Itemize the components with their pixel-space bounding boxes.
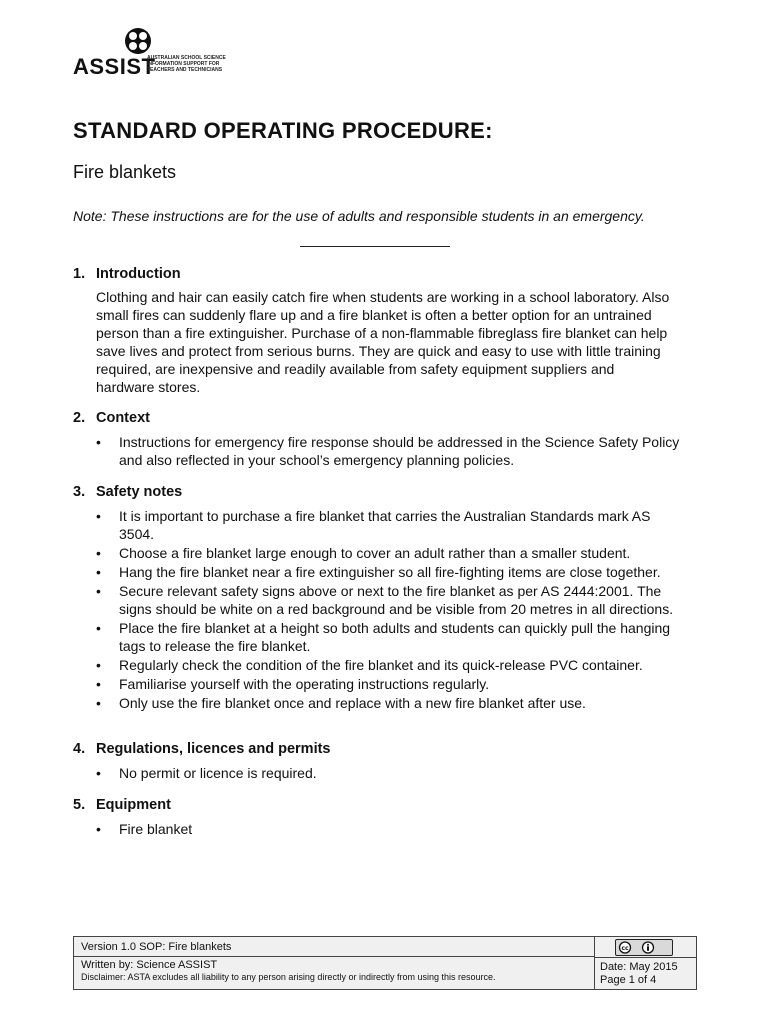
usage-note: Note: These instructions are for the use of adults and responsible students in an emergency. [73,208,645,224]
section-heading-regulations [73,741,331,757]
footer-version: Version 1.0 SOP: Fire blankets [81,941,232,953]
logo-tagline [147,55,237,73]
equipment-list [96,820,686,839]
list-item: • No permit or licence is required. [96,764,686,782]
section-heading-introduction [73,266,181,282]
list-item: • Fire blanket [96,820,686,838]
section-number: 5. [73,797,86,813]
list-item: • Hang the fire blanket near a fire extinguisher so all fire-fighting items are close together. [96,563,686,581]
footer-page-number: Page 1 of 4 [600,974,657,986]
footer-info-cell [74,937,595,989]
document-title: STANDARD OPERATING PROCEDURE: [73,118,493,143]
list-item: • Regularly check the condition of the fire blanket and its quick-release PVC container. [96,656,686,674]
regulations-list [96,764,686,783]
section-title: Equipment [96,797,171,813]
list-item: • Only use the fire blanket once and replace with a new fire blanket after use. [96,694,686,712]
section-title: Safety notes [96,484,183,500]
section-number: 4. [73,741,86,757]
safety-notes-list [96,507,686,713]
list-item: • Place the fire blanket at a height so both adults and students can quickly pull the hanging tags to release the fire blanket. [96,619,686,655]
divider-rule [300,246,450,247]
section-title: Regulations, licences and permits [96,741,331,757]
list-item: • Familiarise yourself with the operating instructions regularly. [96,675,686,693]
license-cell [595,937,696,958]
logo-wordmark: ASSIST [73,54,156,79]
section-heading-equipment [73,797,171,813]
list-item: • Instructions for emergency fire response should be addressed in the Science Safety Policy and also reflected in your school’s emergency planning policies. [96,433,686,469]
list-item: • Choose a fire blanket large enough to cover an adult rather than a smaller student. [96,544,686,562]
logo-tagline-line: TEACHERS AND TECHNICIANS [147,67,223,73]
section-number: 3. [73,484,86,500]
section-number: 2. [73,410,86,426]
assist-logo [73,26,233,79]
logo-tagline-line: INFORMATION SUPPORT FOR [147,61,220,67]
section-heading-safety-notes [73,484,182,500]
assist-emblem-icon [123,26,153,56]
footer-date: Date: May 2015 [600,961,678,973]
introduction-paragraph: Clothing and hair can easily catch fire when students are working in a school laboratory. Also small fires can suddenly flare up and a fire blanket is often a better option for an untrained person than a fire extinguisher. Purchase of a non-flammable fibreglass fire blanket can help save lives and protect from serious burns. They are quick and easy to use with little training required, are inexpensive and readily available from safety equipment suppliers and hardware stores. [96,289,670,395]
section-number: 1. [73,266,86,282]
document-subtitle: Fire blankets [73,162,177,182]
creative-commons-by-icon [615,939,673,956]
context-list [96,433,686,470]
footer-author: Written by: Science ASSIST [81,959,218,971]
list-item: • It is important to purchase a fire blanket that carries the Australian Standards mark AS 3504. [96,507,686,543]
footer-meta-cell [595,937,696,989]
section-title: Context [96,410,150,426]
page-footer [73,936,697,990]
footer-disclaimer: Disclaimer: ASTA excludes all liability to any person arising directly or indirectly from using this resource. [81,972,496,982]
section-heading-context [73,410,150,426]
section-title: Introduction [96,266,181,282]
list-item: • Secure relevant safety signs above or next to the fire blanket as per AS 2444:2001. The signs should be white on a red background and be visible from 20 metres in all directions. [96,582,686,618]
logo-tagline-line: AUSTRALIAN SCHOOL SCIENCE [147,55,226,61]
svg-text:cc: cc [621,945,629,952]
footer-divider [74,956,594,957]
